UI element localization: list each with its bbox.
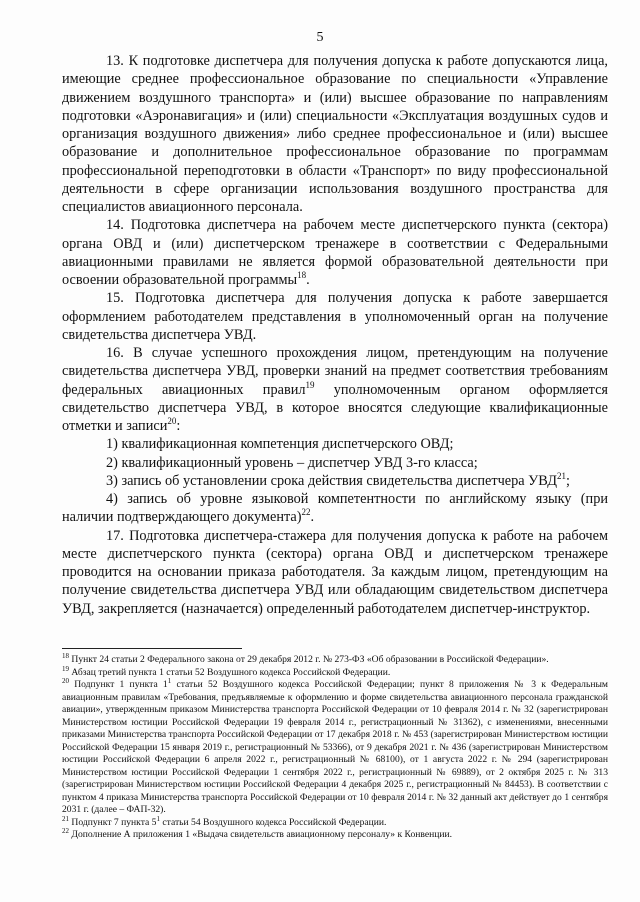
- page-number: 5: [316, 30, 324, 45]
- footnote-ref: 20: [167, 416, 177, 427]
- list-item: 1) квалификационная компетенция диспетчерского ОВД;: [106, 436, 454, 453]
- footnote-18: $^{18}$ Пункт 24 статьи 2 Федерального закона от 29 декабря 2012 г. № 273-ФЗ «Об образовании в Российской Федерации».: [62, 651, 549, 665]
- paragraph-13: 13. К подготовке диспетчера для получения допуска к работе допускаются лица, имеющие среднее профессиональное образование по специальности «Управление движением воздушного транспорта» и (или) высшее образование по направлениям подготовки «Аэронавигация» и (или) специальности «Эксплуатация воздушных судов и организация воздушного движения» либо среднее профессиональное и (или) высшее образование и дополнительное профессиональное образование по программам профессиональной переподготовки в области «Транспорт» по виду профессиональной деятельности в сфере организации использования воздушного пространства для специалистов авиационного персонала.: [62, 53, 608, 215]
- footnote-19: $^{19}$ Абзац третий пункта 1 статьи 52 Воздушного кодекса Российской Федерации.: [62, 664, 391, 678]
- footnote-21: $^{21}$ Подпункт 7 пункта $5^1$ статьи 54 Воздушного кодекса Российской Федерации.: [62, 814, 387, 828]
- paragraph-14: 14. Подготовка диспетчера на рабочем месте диспетчерского пункта (сектора) органа ОВД и (или) диспетчерском тренажере в соответствии с Федеральными авиационными правилами не является формой образовательной деятельности при освоении образовательной программы$^{18}$.: [62, 217, 608, 288]
- paragraph-17: 17. Подготовка диспетчера-стажера для получения допуска к работе на рабочем месте диспетчерского пункта (сектора) органа ОВД и диспетчерском тренажере проводится на основании приказа работодателя. За каждым лицом, претендующим на получение свидетельства диспетчера УВД или обладающим свидетельством диспетчера УВД, закрепляется (назначается) определенный работодателем диспетчер-инструктор.: [62, 527, 608, 617]
- footnote-ref: 19: [305, 379, 315, 390]
- footnote-divider: [62, 648, 242, 649]
- list-item: 2) квалификационный уровень – диспетчер УВД 3-го класса;: [106, 454, 478, 471]
- paragraph-15: 15. Подготовка диспетчера для получения допуска к работе завершается оформлением работодателем представления в уполномоченный орган на получение свидетельства диспетчера УВД.: [62, 290, 608, 343]
- footnote-ref: 21: [557, 470, 567, 481]
- footnote-22: $^{22}$ Дополнение А приложения 1 «Выдача свидетельств авиационному персоналу» к Конвенции.: [62, 826, 453, 840]
- document-body: [62, 52, 608, 618]
- footnote-ref: 18: [297, 270, 307, 281]
- list-item: 3) запись об установлении срока действия свидетельства диспетчера УВД$^{21}$;: [106, 470, 571, 489]
- footnotes: [62, 651, 608, 842]
- paragraph-16: 16. В случае успешного прохождения лицом, претендующим на получение свидетельства диспетчера УВД, проверки знаний на предмет соответствия требованиям федеральных авиационных правил$^{19}$ уполномоченным органом оформляется свидетельство диспетчера УВД, в которое вносятся следующие квалификационные отметки и записи$^{20}$:: [62, 345, 608, 434]
- list-item: 4) запись об уровне языковой компетентности по английскому языку (при наличии подтверждающего документа)$^{22}$.: [62, 491, 608, 526]
- footnote-20: $^{20}$ Подпункт 1 пункта $1^1$ статьи 52 Воздушного кодекса Российской Федерации; пункт 8 приложения № 3 к Федеральным авиационным правилам «Требования, предъявляемые к оформлению и форме свидетельства авиационного персонала гражданской авиации», утвержденным приказом Министерства транспорта Российской Федерации от 10 февраля 2014 г. № 32 (зарегистрирован Министерством юстиции Российской Федерации 19 февраля 2014 г., регистрационный № 31362), с изменениями, внесенными приказами Министерства транспорта Российской Федерации от 17 декабря 2018 г. № 453 (зарегистрирован Министерством юстиции Российской Федерации 15 января 2019 г., регистрационный № 53366), от 9 декабря 2021 г. № 436 (зарегистрирован Министерством юстиции Российской Федерации 6 апреля 2022 г., регистрационный № 68100), от 1 августа 2022 г. № 294 (зарегистрирован Министерством юстиции Российской Федерации 1 сентября 2022 г., регистрационный № 69889), от 2 октября 2025 г. № 313 (зарегистрирован Министерством юстиции Российской Федерации 4 декабря 2025 г., регистрационный № 84453). В соответствии с пунктом 4 приказа Министерства транспорта Российской Федерации от 10 февраля 2014 г. № 32 данный акт действует до 1 сентября 2031 г. (далее – ФАП-32).: [62, 676, 608, 815]
- footnote-ref: 22: [301, 507, 311, 518]
